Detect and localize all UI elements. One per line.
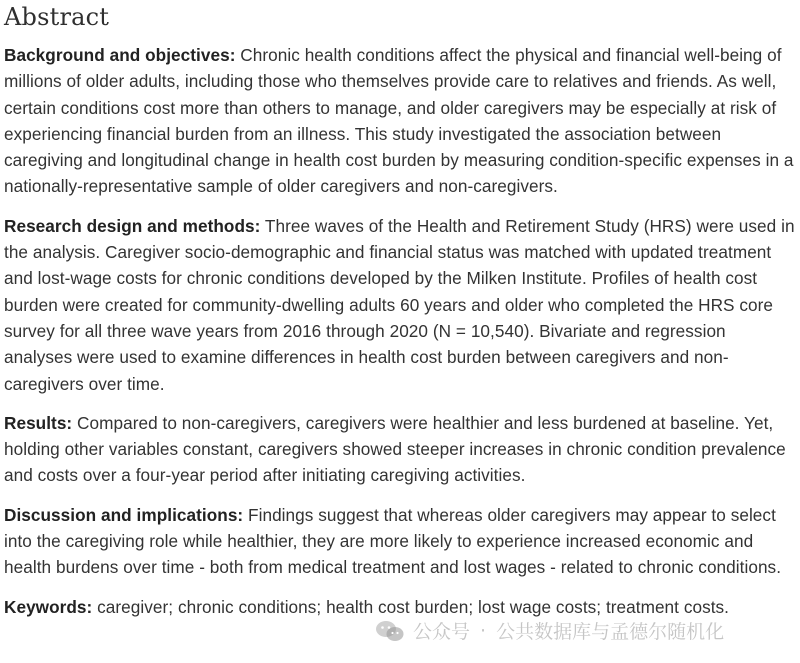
text-discussion: Findings suggest that whereas older caregivers may appear to select into the caregiving role while healthier, they are more likely to experience increased economic and health burdens over time - both from medical treatment and lost wages - related to chronic conditions. bbox=[4, 504, 782, 578]
label-background: Background and objectives: bbox=[4, 45, 236, 65]
text-keywords: caregiver; chronic conditions; health cost burden; lost wage costs; treatment costs. bbox=[92, 596, 730, 617]
paragraph-methods bbox=[4, 213, 797, 397]
paragraph-background bbox=[4, 42, 797, 200]
label-discussion: Discussion and implications: bbox=[4, 504, 244, 525]
watermark-separator: · bbox=[480, 619, 487, 642]
label-keywords: Keywords: bbox=[4, 596, 93, 617]
paragraph-discussion bbox=[4, 502, 797, 581]
text-results: Compared to non-caregivers, caregivers were healthier and less burdened at baseline. Yet, holding other variables constant, caregivers showed steeper increases in chronic condition prevalence and costs over a four-year period after initiating caregiving activities. bbox=[4, 412, 786, 486]
watermark-account-name: 公共数据库与孟德尔随机化 bbox=[496, 621, 725, 643]
paragraph-keywords bbox=[4, 594, 797, 620]
label-methods: Research design and methods: bbox=[4, 215, 261, 236]
watermark-account-label: 公众号 bbox=[413, 621, 471, 643]
abstract-heading: Abstract bbox=[4, 3, 110, 31]
paragraph-results bbox=[4, 410, 797, 489]
abstract-section bbox=[4, 0, 797, 633]
text-background: Chronic health conditions affect the physical and financial well-being of millions of older adults, including those who themselves provide care to relatives and friends. As well, certain conditions cost more than others to manage, and older caregivers may be especially at risk of experiencing financial burden from an illness. This study investigated the association between caregiving and longitudinal change in health cost burden by measuring condition-specific expenses in a nationally-representative sample of older caregivers and non-caregivers. bbox=[4, 45, 794, 197]
label-results: Results: bbox=[4, 412, 73, 433]
text-methods: Three waves of the Health and Retirement Study (HRS) were used in the analysis. Caregiver socio-demographic and financial status was matched with updated treatment and lost-wage costs for chronic conditions developed by the Milken Institute. Profiles of health cost burden were created for community-dwelling adults 60 years and older who completed the HRS core survey for all three wave years from 2016 through 2020 (N = 10,540). Bivariate and regression analyses were used to examine differences in health cost burden between caregivers and non-caregivers over time. bbox=[4, 215, 795, 394]
